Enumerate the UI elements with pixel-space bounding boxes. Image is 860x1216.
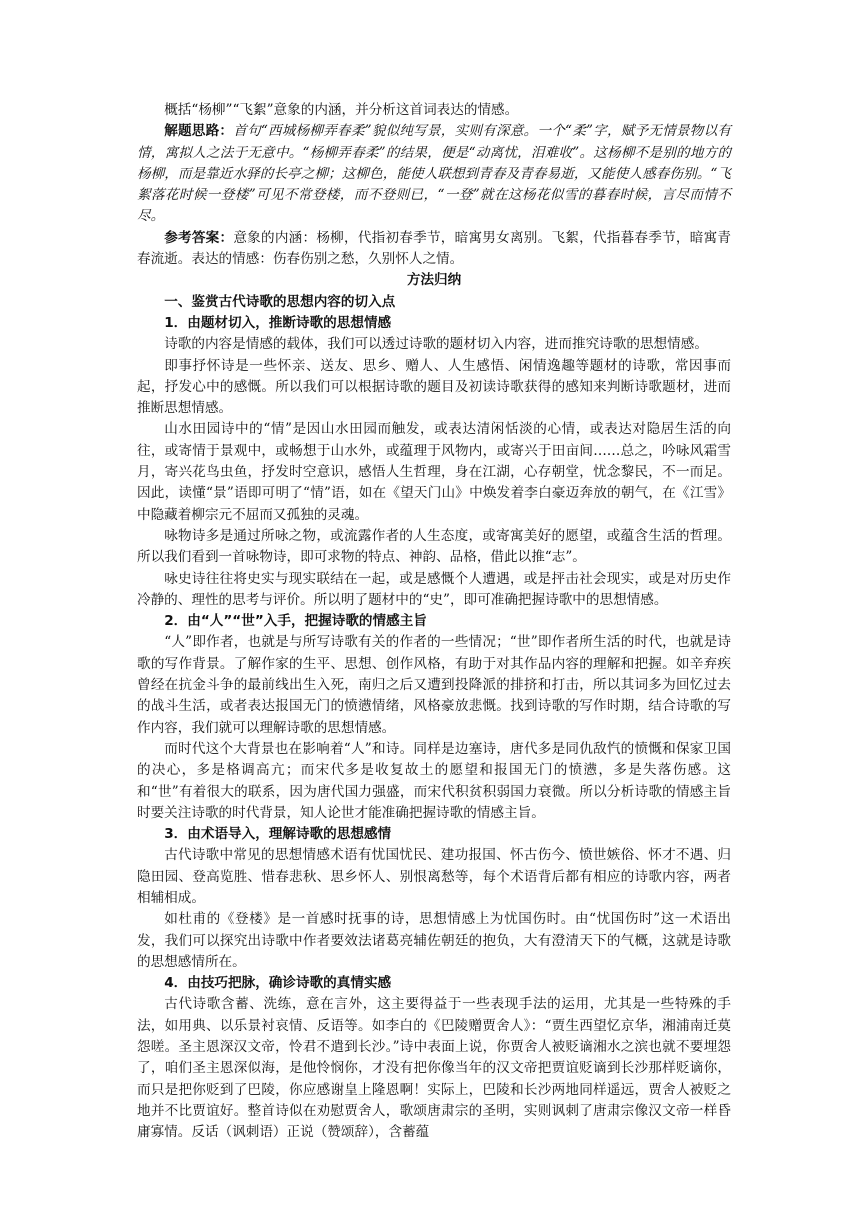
sub1-paragraph: 咏史诗往往将史实与现实联结在一起，或是感慨个人遭遇，或是抨击社会现实，或是对历史作冷静的、理性的思考与评价。所以明了题材中的“史”，即可准确把握诗歌中的思想情感。 (137, 570, 731, 608)
sub1-heading: 1．由题材切入，推断诗歌的思想情感 (164, 314, 392, 331)
section-title: 方法归纳 (406, 272, 462, 289)
intro-question: 概括“杨柳”“飞絮”意象的内涵，并分析这首词表达的情感。 (164, 102, 519, 118)
sub1-paragraph: 山水田园诗中的“情”是因山水田园而触发，或表达清闲恬淡的心情，或表达对隐居生活的向往，或寄情于景观中，或畅想于山水外，或蕴理于风物内，或寄兴于田亩间……总之，吟咏风霜雪月，寄兴花鸟虫鱼，抒发时空意识，感悟人生哲理，身在江湖，心存朝堂，忧念黎民，不一而足。因此，读懂“景”语即可明了“情”语，如在《望天门山》中焕发着李白豪迈奔放的朝气，在《江雪》中隐藏着柳宗元不屈而又孤独的灵魂。 (137, 421, 731, 523)
sub2-paragraph: “人”即作者，也就是与所写诗歌有关的作者的一些情况；“世”即作者所生活的时代，也就是诗歌的写作背景。了解作家的生平、思想、创作风格，有助于对其作品内容的理解和把握。如辛弃疾曾经在抗金斗争的最前线出生入死，南归之后又遭到投降派的排挤和打击，所以其词多为回忆过去的战斗生活，或者表达报国无门的愤懑情绪，风格豪放悲慨。找到诗歌的写作时期，结合诗歌的写作内容，我们就可以理解诗歌的思想情感。 (137, 634, 731, 736)
analysis-label: 解题思路： (164, 123, 234, 140)
sub1-paragraph: 咏物诗多是通过所咏之物，或流露作者的人生态度，或寄寓美好的愿望，或蕴含生活的哲理。所以我们看到一首咏物诗，即可求物的特点、神韵、品格，借此以推“志”。 (137, 527, 731, 566)
document-page (137, 100, 731, 1144)
sub2-heading: 2．由“人”“世”入手，把握诗歌的情感主旨 (164, 613, 427, 630)
answer-label: 参考答案： (164, 229, 234, 246)
sub2-paragraph: 而时代这个大背景也在影响着“人”和诗。同样是边塞诗，唐代多是同仇敌忾的愤慨和保家卫国的决心，多是格调高亢；而宋代多是收复故土的愿望和报国无门的愤懑，多是失落伤感。这和“世”有着很大的联系，因为唐代国力强盛，而宋代积贫积弱国力衰微。所以分析诗歌的情感主旨时要关注诗歌的时代背景，知人论世才能准确把握诗歌的情感主旨。 (137, 740, 731, 821)
analysis-text: 首句“西城杨柳弄春柔”貌似纯写景，实则有深意。一个“柔”字，赋予无情景物以有情，寓拟人之法于无意中。“杨柳弄春柔”的结果，便是“动离忧，泪难收”。这杨柳不是别的地方的杨柳，而是靠近水驿的长亭之柳；这柳色，能使人联想到青春及青春易逝，又能使人感春伤别。“飞絮落花时候一登楼”可见不常登楼，而不登则已，“一登”就在这杨花似雪的暮春时候，言尽而情不尽。 (137, 123, 732, 225)
sub4-heading: 4．由技巧把脉，确诊诗歌的真情实感 (164, 975, 392, 992)
sub1-paragraph: 诗歌的内容是情感的载体，我们可以透过诗歌的题材切入内容，进而推究诗歌的思想情感。 (164, 336, 708, 353)
answer-paragraph (137, 228, 731, 271)
main-heading: 一、鉴赏古代诗歌的思想内容的切入点 (164, 293, 396, 310)
sub3-paragraph: 如杜甫的《登楼》是一首感时抚事的诗，思想情感上为忧国伤时。由“忧国伤时”这一术语出发，我们可以探究出诗歌中作者要效法诸葛亮辅佐朝廷的抱负，大有澄清天下的气概，这就是诗歌的思想感情所在。 (137, 911, 731, 970)
answer-text: 意象的内涵：杨柳，代指初春季节，暗寓男女离别。飞絮，代指暮春季节，暗寓青春流逝。表达的情感：伤春伤别之愁，久别怀人之情。 (137, 229, 732, 268)
sub3-paragraph: 古代诗歌中常见的思想情感术语有忧国忧民、建功报国、怀古伤今、愤世嫉俗、怀才不遇、归隐田园、登高览胜、惜春悲秋、思乡怀人、别恨离愁等，每个术语背后都有相应的诗歌内容，两者相辅相成。 (137, 847, 731, 906)
sub4-paragraph: 古代诗歌含蓄、洗练，意在言外，这主要得益于一些表现手法的运用，尤其是一些特殊的手法，如用典、以乐景衬哀情、反语等。如李白的《巴陵赠贾舍人》：“贾生西望忆京华，湘浦南迁莫怨嗟。圣主恩深汉文帝，怜君不遣到长沙。”诗中表面上说，你贾舍人被贬谪湘水之滨也就不要埋怨了，咱们圣主恩深似海，是他怜悯你，才没有把你像当年的汉文帝把贾谊贬谪到长沙那样贬谪你，而只是把你贬到了巴陵，你应感谢皇上隆恩啊！实际上，巴陵和长沙两地同样遥远，贾舍人被贬之地并不比贾谊好。整首诗似在劝慰贾舍人，歌颂唐肃宗的圣明，实则讽刺了唐肃宗像汉文帝一样昏庸寡情。反话（讽刺语）正说（赞颂辞），含蓄蕴 (137, 996, 731, 1141)
sub3-heading: 3．由术语导入，理解诗歌的思想感情 (164, 826, 392, 843)
sub1-paragraph: 即事抒怀诗是一些怀亲、送友、思乡、赠人、人生感悟、闲情逸趣等题材的诗歌，常因事而起，抒发心中的感慨。所以我们可以根据诗歌的题目及初读诗歌获得的感知来判断诗歌题材，进而推断思想情感。 (137, 357, 731, 417)
analysis-paragraph (137, 121, 731, 227)
